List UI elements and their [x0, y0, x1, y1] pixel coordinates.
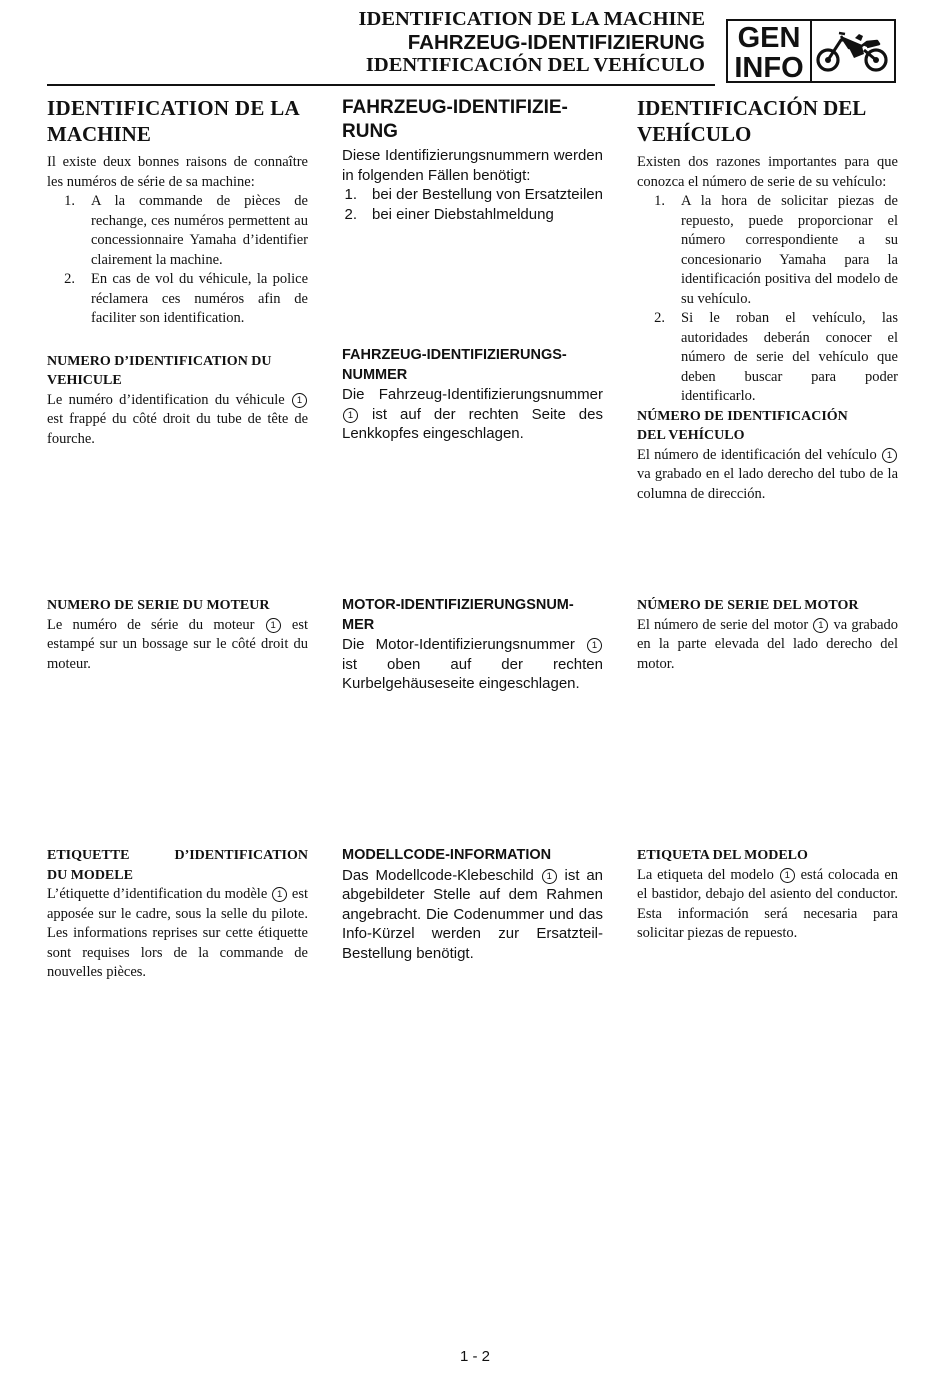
engine-text-de-b: ist oben auf der rechten Kurbelgehäuseseite eingeschlagen. — [342, 655, 603, 692]
label-text-de — [342, 866, 603, 964]
ref-mark-icon: 1 — [343, 408, 358, 423]
engine-text-de — [342, 635, 603, 694]
list-item — [637, 309, 898, 407]
badge-line2: INFO — [734, 52, 804, 84]
label-text-es-a: La etiqueta del modelo — [637, 866, 774, 883]
list-text: En cas de vol du véhicule, la police réclamera ces numéros afin de faciliter son identification. — [91, 271, 308, 326]
header-title-de: FAHRZEUG-IDENTIFIZIERUNG — [407, 31, 705, 54]
engine-section-es — [637, 596, 898, 674]
section-title-es-line2: VEHÍCULO — [637, 122, 752, 146]
engine-text-es-a: El número de serie del motor — [637, 616, 809, 633]
section-title-de-line1: FAHRZEUG-IDENTIFIZIE- — [342, 97, 568, 118]
label-section-de — [342, 846, 603, 963]
vin-heading-de-line1: FAHRZEUG-IDENTIFIZIERUNGS- — [342, 347, 567, 363]
column-fr — [47, 95, 308, 449]
reasons-list-de — [342, 185, 603, 224]
vin-text-de — [342, 385, 603, 444]
ref-mark-icon: 1 — [813, 618, 828, 633]
column-es — [637, 95, 898, 504]
reasons-list-fr — [47, 192, 308, 329]
list-text: bei einer Diebstahlmeldung — [372, 205, 554, 223]
section-title-fr-line2: MACHINE — [47, 122, 151, 146]
header-rule — [47, 84, 715, 86]
list-item — [47, 270, 308, 329]
list-number: 1. — [344, 186, 357, 203]
ref-mark-icon: 1 — [292, 393, 307, 408]
label-heading-es: ETIQUETA DEL MODELO — [637, 848, 808, 863]
gen-info-badge — [726, 19, 896, 83]
engine-text-de-a: Die Motor-Identifizierungsnummer — [342, 636, 575, 653]
list-text: Si le roban el vehículo, las autoridades deberán conocer el número de serie del vehículo que deben buscar para poder identificarlo. — [681, 310, 898, 404]
list-item — [342, 205, 603, 225]
list-number: 1. — [654, 193, 665, 209]
label-text-fr-a: L’étiquette d’identification du modèle — [47, 886, 268, 902]
label-section-fr — [47, 846, 308, 983]
list-item — [637, 192, 898, 309]
intro-fr: Il existe deux bonnes raisons de connaître les numéros de série de sa machine: — [47, 154, 308, 190]
label-heading-fr — [47, 846, 308, 885]
list-text: A la hora de solicitar piezas de repuesto, puede proporcionar el número correspondiente a su concesionario Yamaha para la identificación positiva del modelo de su vehículo. — [681, 193, 898, 307]
label-text-de-b: ist an abgebildeter Stelle auf dem Rahmen angebracht. Die Codenummer und das Info-Kürzel werden zur Ersatzteil-Bestellung benötigt. — [342, 866, 604, 962]
list-number: 2. — [654, 310, 665, 326]
engine-heading-de-line2: MER — [342, 616, 375, 633]
label-heading-fr-line2: DU MODELE — [47, 867, 133, 883]
vin-heading-de-line2: NUMMER — [342, 366, 408, 383]
engine-text-fr-a: Le numéro de série du moteur — [47, 616, 255, 633]
vin-heading-fr-line1: NUMERO D’IDENTIFICATION DU — [47, 353, 272, 369]
engine-text-fr — [47, 616, 308, 675]
engine-section-fr — [47, 596, 308, 674]
engine-section-de — [342, 596, 603, 694]
badge-text — [728, 21, 812, 84]
section-title-fr-line1: IDENTIFICATION DE LA — [47, 96, 300, 120]
label-text-es — [637, 866, 898, 944]
ref-mark-icon: 1 — [542, 869, 557, 884]
vin-heading-de — [342, 346, 603, 385]
section-title-es — [637, 95, 898, 147]
label-heading-fr-line1: ETIQUETTE D’IDENTIFICATION — [47, 848, 308, 863]
intro-es: Existen dos razones importantes para que conozca el número de serie de su vehículo: — [637, 154, 898, 190]
label-text-es-b: está colocada en el bastidor, debajo del asiento del conductor. Esta información será necesaria para solicitar piezas de repuesto. — [637, 866, 899, 941]
list-number: 2. — [344, 205, 357, 223]
reasons-list-es — [637, 192, 898, 407]
vin-heading-es — [637, 407, 898, 446]
engine-heading-fr: NUMERO DE SERIE DU MOTEUR — [47, 598, 270, 613]
label-text-fr — [47, 885, 308, 983]
section-title-de — [342, 96, 603, 144]
vin-text-de-b: ist auf der rechten Seite des Lenkkopfes eingeschlagen. — [342, 405, 603, 442]
vin-text-fr — [47, 391, 308, 450]
engine-text-fr-b: est estampé sur un bossage sur le côté droit du moteur. — [47, 616, 309, 672]
page-number: 1 - 2 — [459, 1348, 490, 1365]
list-text: A la commande de pièces de rechange, ces numéros permettent au concessionnaire Yamaha d’identifier clairement la machine. — [91, 193, 308, 268]
column-de — [342, 96, 603, 224]
badge-line1: GEN — [737, 22, 801, 54]
engine-text-es-b: va grabado en la parte elevada del lado derecho del motor. — [637, 616, 899, 672]
label-text-de-a: Das Modellcode-Klebeschild — [342, 866, 534, 884]
ref-mark-icon: 1 — [882, 448, 897, 463]
engine-heading-de — [342, 596, 603, 635]
motorcycle-icon — [812, 21, 894, 81]
vin-text-es — [637, 446, 898, 505]
header-title-fr: IDENTIFICATION DE LA MACHINE — [358, 8, 705, 30]
section-title-es-line1: IDENTIFICACIÓN DEL — [637, 96, 867, 120]
ref-mark-icon: 1 — [266, 618, 281, 633]
engine-heading-de-line1: MOTOR-IDENTIFIZIERUNGSNUM- — [342, 597, 574, 613]
header-titles — [300, 8, 705, 77]
engine-heading-es: NÚMERO DE SERIE DEL MOTOR — [637, 598, 859, 613]
intro-de: Diese Identifizierungsnummern werden in folgenden Fällen benötigt: — [342, 147, 603, 184]
vin-text-es-a: El número de identificación del vehículo — [637, 446, 877, 463]
vin-heading-es-line2: DEL VEHÍCULO — [637, 428, 745, 443]
vin-heading-fr-line2: VEHICULE — [47, 373, 122, 388]
vin-heading-fr — [47, 352, 308, 391]
list-item — [342, 185, 603, 205]
ref-mark-icon: 1 — [587, 638, 602, 653]
list-number: 2. — [64, 271, 75, 287]
section-title-de-line2: RUNG — [342, 121, 398, 142]
vin-text-fr-b: est frappé du côté droit du tube de tête de fourche. — [47, 411, 308, 447]
vin-heading-es-line1: NÚMERO DE IDENTIFICACIÓN — [637, 408, 848, 424]
ref-mark-icon: 1 — [780, 868, 795, 883]
label-section-es — [637, 846, 898, 944]
list-text: bei der Bestellung von Ersatzteilen — [372, 186, 603, 203]
label-heading-de: MODELLCODE-INFORMATION — [342, 847, 552, 863]
vin-section-de — [342, 346, 603, 444]
label-text-fr-b: est apposée sur le cadre, sous la selle du pilote. Les informations reprises sur cette étiquette sont requises lors de la commande de nouvelles pièces. — [47, 886, 309, 980]
ref-mark-icon: 1 — [272, 887, 287, 902]
engine-text-es — [637, 616, 898, 675]
header-title-es: IDENTIFICACIÓN DEL VEHÍCULO — [365, 54, 705, 76]
list-item — [47, 192, 308, 270]
vin-text-es-b: va grabado en el lado derecho del tubo de la columna de dirección. — [637, 466, 898, 502]
vin-text-fr-a: Le numéro d’identification du véhicule — [47, 391, 285, 408]
section-title-fr — [47, 95, 308, 147]
list-number: 1. — [64, 193, 75, 209]
vin-text-de-a: Die Fahrzeug-Identifizierungsnummer — [342, 386, 603, 403]
